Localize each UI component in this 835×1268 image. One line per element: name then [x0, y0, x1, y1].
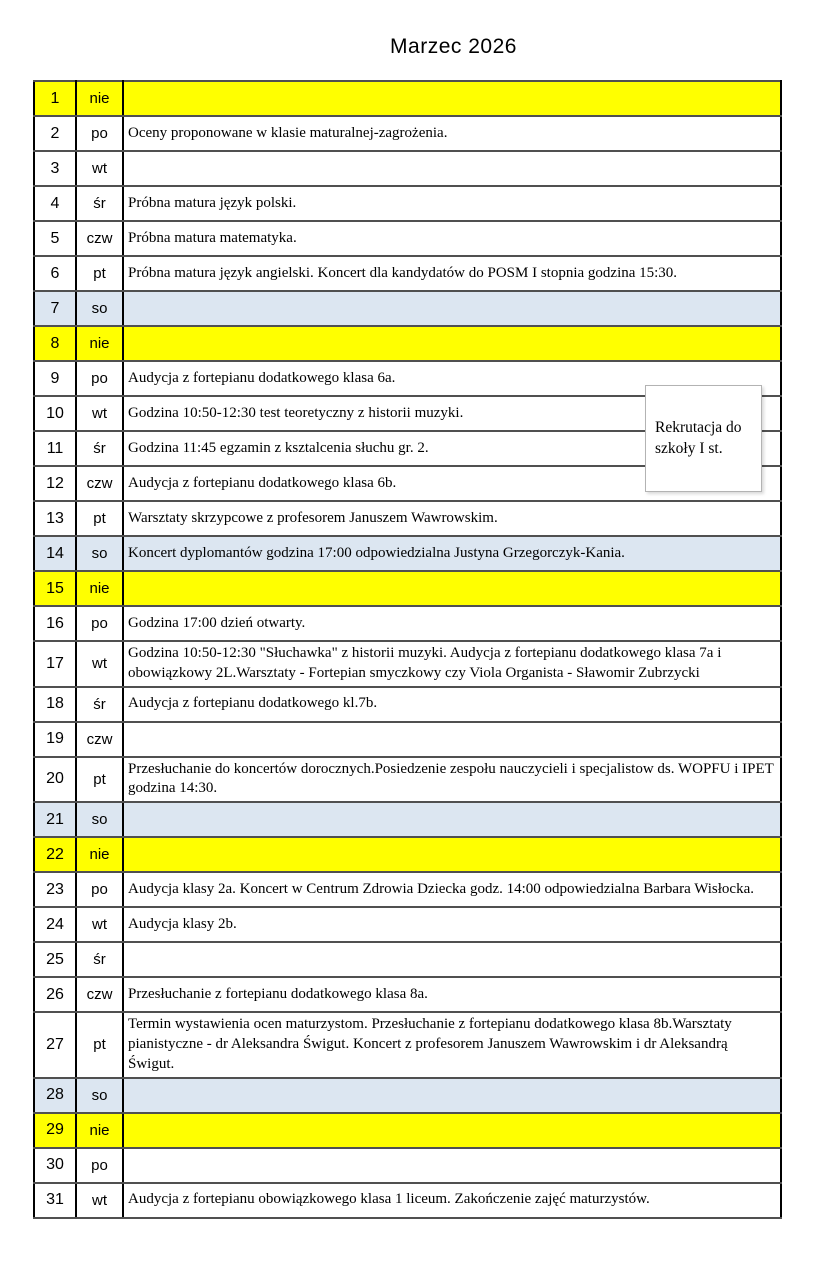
day-of-week-cell: śr [76, 186, 123, 221]
calendar-row [34, 1148, 781, 1183]
day-of-week-cell: pt [76, 757, 123, 803]
event-cell [123, 802, 781, 837]
day-number-cell: 16 [34, 606, 76, 641]
day-of-week-cell: nie [76, 326, 123, 361]
calendar-row [34, 687, 781, 722]
day-of-week-cell: wt [76, 1183, 123, 1218]
calendar-row [34, 722, 781, 757]
day-number-cell: 29 [34, 1113, 76, 1148]
event-cell: Audycja z fortepianu dodatkowego kl.7b. [123, 687, 781, 722]
day-number-cell: 11 [34, 431, 76, 466]
day-number-cell: 7 [34, 291, 76, 326]
calendar-row [34, 1078, 781, 1113]
day-of-week-cell: wt [76, 396, 123, 431]
day-of-week-cell: śr [76, 687, 123, 722]
day-number-cell: 27 [34, 1012, 76, 1077]
recruitment-note [645, 385, 762, 492]
day-of-week-cell: śr [76, 431, 123, 466]
event-cell: Przesłuchanie do koncertów dorocznych.Posiedzenie zespołu nauczycieli i specjalistow ds. WOPFU i IPET godzina 14:30. [123, 757, 781, 803]
calendar-row [34, 872, 781, 907]
event-cell: Warsztaty skrzypcowe z profesorem Januszem Wawrowskim. [123, 501, 781, 536]
day-number-cell: 5 [34, 221, 76, 256]
day-of-week-cell: po [76, 1148, 123, 1183]
event-cell: Godzina 17:00 dzień otwarty. [123, 606, 781, 641]
day-of-week-cell: so [76, 536, 123, 571]
calendar-row [34, 501, 781, 536]
day-of-week-cell: wt [76, 641, 123, 687]
day-of-week-cell: so [76, 802, 123, 837]
day-of-week-cell: nie [76, 1113, 123, 1148]
day-of-week-cell: pt [76, 501, 123, 536]
calendar-row [34, 81, 781, 116]
day-of-week-cell: pt [76, 256, 123, 291]
day-number-cell: 22 [34, 837, 76, 872]
recruitment-note-text: Rekrutacja do szkoły I st. [655, 419, 742, 457]
day-of-week-cell: so [76, 1078, 123, 1113]
day-number-cell: 17 [34, 641, 76, 687]
day-number-cell: 21 [34, 802, 76, 837]
day-of-week-cell: po [76, 606, 123, 641]
event-cell [123, 326, 781, 361]
event-cell [123, 81, 781, 116]
day-of-week-cell: po [76, 116, 123, 151]
event-cell [123, 942, 781, 977]
calendar-row [34, 837, 781, 872]
calendar-row [34, 291, 781, 326]
calendar-row [34, 641, 781, 687]
day-of-week-cell: nie [76, 81, 123, 116]
event-cell [123, 1148, 781, 1183]
day-number-cell: 23 [34, 872, 76, 907]
day-of-week-cell: nie [76, 571, 123, 606]
event-cell: Koncert dyplomantów godzina 17:00 odpowiedzialna Justyna Grzegorczyk-Kania. [123, 536, 781, 571]
day-of-week-cell: śr [76, 942, 123, 977]
event-cell: Audycja klasy 2a. Koncert w Centrum Zdrowia Dziecka godz. 14:00 odpowiedzialna Barbara Wisłocka. [123, 872, 781, 907]
day-of-week-cell: so [76, 291, 123, 326]
event-cell [123, 1078, 781, 1113]
event-cell [123, 571, 781, 606]
calendar-row [34, 1183, 781, 1218]
day-number-cell: 19 [34, 722, 76, 757]
calendar-row [34, 326, 781, 361]
day-of-week-cell: wt [76, 907, 123, 942]
event-cell [123, 1113, 781, 1148]
day-number-cell: 3 [34, 151, 76, 186]
calendar-row [34, 1012, 781, 1077]
day-number-cell: 18 [34, 687, 76, 722]
day-number-cell: 6 [34, 256, 76, 291]
event-cell [123, 151, 781, 186]
calendar-row [34, 571, 781, 606]
calendar-row [34, 116, 781, 151]
calendar-row [34, 151, 781, 186]
day-of-week-cell: po [76, 361, 123, 396]
calendar-row [34, 606, 781, 641]
event-cell: Godzina 11:45 egzamin z ksztalcenia słuchu gr. 2. [123, 431, 781, 466]
calendar-row [34, 757, 781, 803]
day-number-cell: 14 [34, 536, 76, 571]
calendar-row [34, 907, 781, 942]
event-cell: Oceny proponowane w klasie maturalnej-zagrożenia. [123, 116, 781, 151]
calendar-row [34, 221, 781, 256]
event-cell [123, 722, 781, 757]
day-of-week-cell: czw [76, 722, 123, 757]
calendar-row [34, 536, 781, 571]
day-number-cell: 9 [34, 361, 76, 396]
calendar-row [34, 977, 781, 1012]
event-cell: Próbna matura język angielski. Koncert dla kandydatów do POSM I stopnia godzina 15:30. [123, 256, 781, 291]
day-number-cell: 13 [34, 501, 76, 536]
day-of-week-cell: czw [76, 977, 123, 1012]
day-of-week-cell: wt [76, 151, 123, 186]
calendar-row [34, 256, 781, 291]
day-of-week-cell: po [76, 872, 123, 907]
day-number-cell: 15 [34, 571, 76, 606]
calendar-table [33, 80, 782, 1219]
calendar-table-body [34, 81, 781, 1218]
day-number-cell: 1 [34, 81, 76, 116]
event-cell: Godzina 10:50-12:30 test teoretyczny z historii muzyki. [123, 396, 781, 431]
event-cell [123, 291, 781, 326]
event-cell: Godzina 10:50-12:30 "Słuchawka" z historii muzyki. Audycja z fortepianu dodatkowego klasa 7a i obowiązkowy 2L.Warsztaty - Fortepian smyczkowy czy Viola Organista - Sławomir Zubrzycki [123, 641, 781, 687]
event-cell: Próbna matura matematyka. [123, 221, 781, 256]
day-number-cell: 31 [34, 1183, 76, 1218]
event-cell: Próbna matura język polski. [123, 186, 781, 221]
day-number-cell: 20 [34, 757, 76, 803]
day-of-week-cell: pt [76, 1012, 123, 1077]
calendar-row [34, 186, 781, 221]
day-number-cell: 26 [34, 977, 76, 1012]
day-number-cell: 24 [34, 907, 76, 942]
event-cell: Przesłuchanie z fortepianu dodatkowego klasa 8a. [123, 977, 781, 1012]
day-number-cell: 8 [34, 326, 76, 361]
calendar-row [34, 802, 781, 837]
day-number-cell: 2 [34, 116, 76, 151]
event-cell [123, 837, 781, 872]
event-cell: Audycja klasy 2b. [123, 907, 781, 942]
event-cell: Audycja z fortepianu dodatkowego klasa 6b. [123, 466, 781, 501]
page-title: Marzec 2026 [390, 35, 517, 58]
day-of-week-cell: czw [76, 221, 123, 256]
day-number-cell: 4 [34, 186, 76, 221]
event-cell: Termin wystawienia ocen maturzystom. Przesłuchanie z fortepianu dodatkowego klasa 8b.Warsztaty pianistyczne - dr Aleksandra Świgut. Koncert z profesorem Januszem Wawrowskim i dr Aleksandrą Świgut. [123, 1012, 781, 1077]
day-number-cell: 25 [34, 942, 76, 977]
day-number-cell: 12 [34, 466, 76, 501]
event-cell: Audycja z fortepianu dodatkowego klasa 6a. [123, 361, 781, 396]
event-cell: Audycja z fortepianu obowiązkowego klasa 1 liceum. Zakończenie zajęć maturzystów. [123, 1183, 781, 1218]
day-number-cell: 10 [34, 396, 76, 431]
day-of-week-cell: czw [76, 466, 123, 501]
day-number-cell: 30 [34, 1148, 76, 1183]
calendar-row [34, 1113, 781, 1148]
calendar-row [34, 942, 781, 977]
day-of-week-cell: nie [76, 837, 123, 872]
day-number-cell: 28 [34, 1078, 76, 1113]
